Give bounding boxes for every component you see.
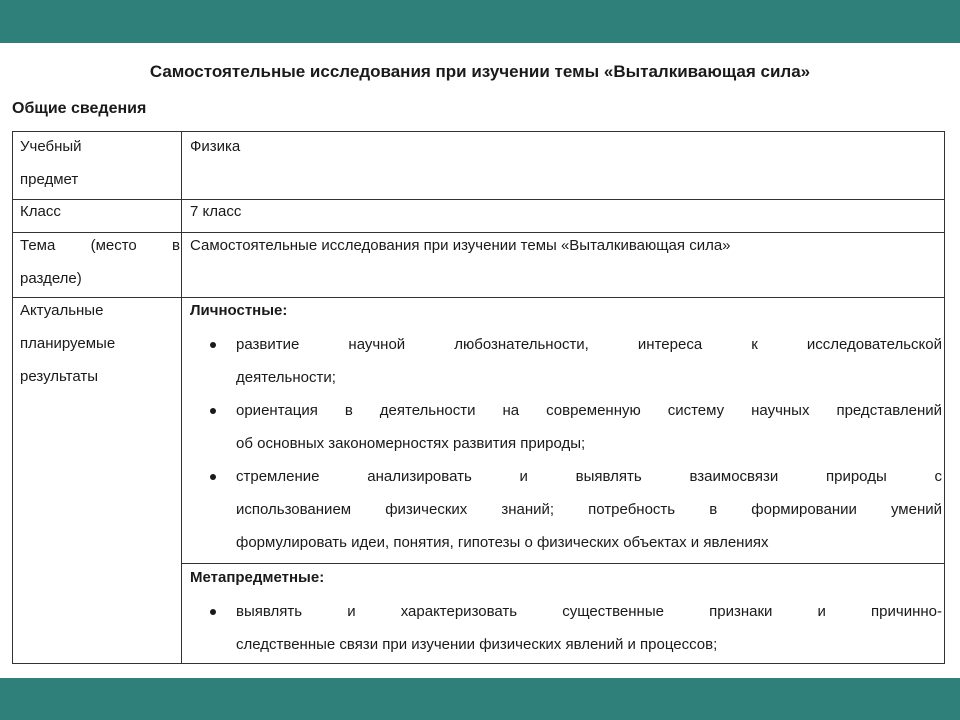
table-border-left <box>12 131 13 664</box>
personal-heading: Личностные: <box>190 302 288 319</box>
top-accent-band <box>0 0 960 43</box>
meta-heading: Метапредметные: <box>190 569 325 586</box>
table-border-bottom <box>12 663 945 664</box>
info-table <box>12 131 945 664</box>
table-border-right <box>944 131 945 664</box>
row-value: Физика <box>190 138 241 155</box>
section-title: Общие сведения <box>12 100 147 117</box>
row-label: Тема (место в разделе) <box>20 237 180 287</box>
row-value: Самостоятельные исследования при изучении темы «Выталкивающая сила» <box>190 237 731 254</box>
list-item: стремление анализировать и выявлять взаимосвязи природы с использованием физических знаний; потребность в формировании умений формулировать идеи, понятия, гипотезы о физических объектах и явлениях <box>236 468 942 551</box>
list-item: ориентация в деятельности на современную систему научных представлений об основных закономерностях развития природы; <box>236 402 942 452</box>
bullet-dot <box>210 408 216 414</box>
column-divider <box>181 131 182 664</box>
list-item: выявлять и характеризовать существенные признаки и причинно- следственные связи при изучении физических явлений и процессов; <box>236 603 942 653</box>
bottom-accent-band <box>0 678 960 720</box>
row-value: 7 класс <box>190 203 242 220</box>
bullet-dot <box>210 474 216 480</box>
row-label: Актуальные планируемые результаты <box>20 302 116 385</box>
row-label: Учебный предмет <box>20 138 82 188</box>
row-label: Класс <box>20 203 61 220</box>
list-item: развитие научной любознательности, интереса к исследовательской деятельности; <box>236 336 942 386</box>
bullet-dot <box>210 342 216 348</box>
bullet-dot <box>210 609 216 615</box>
document-title: Самостоятельные исследования при изучении темы «Выталкивающая сила» <box>149 62 811 81</box>
